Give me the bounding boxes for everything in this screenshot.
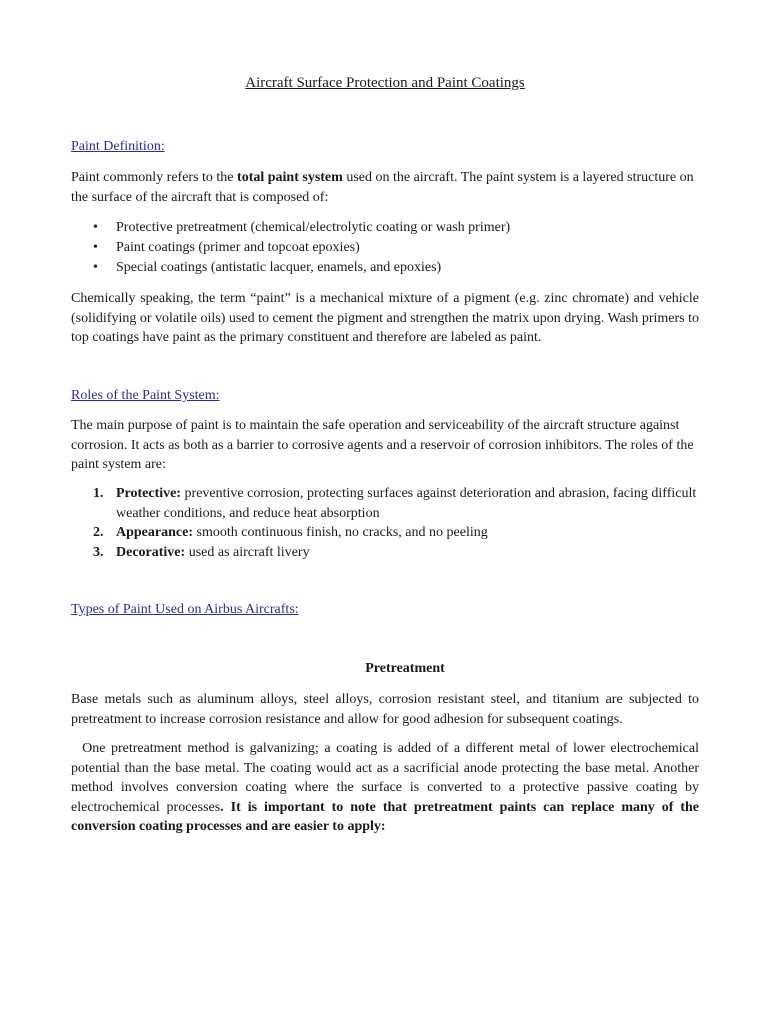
galvanizing-text: One pretreatment method is galvanizing; a coating is added of a different metal of lower electrochemical potential than the base metal. The coating would act as a sacrificial anode protecting the base metal. Another method involves conversion coating where the surface is converted to a protective passive coating by electrochemical processes: [71, 741, 703, 815]
galvanizing-note-bold: . It is important to note that pretreatment paints can replace many of the conversion coating processes and are easier to apply:: [71, 799, 700, 834]
roles-intro-paragraph: The main purpose of paint is to maintain the safe operation and serviceability of the aircraft structure against corrosion. It acts as both as a barrier to corrosive agents and a reservoir of corrosion inhibitors. The roles of the paint system are:: [71, 418, 694, 472]
section-heading-types: Types of Paint Used on Airbus Aircrafts:: [71, 602, 299, 617]
list-number: 1.: [93, 486, 104, 501]
section-heading-roles: Roles of the Paint System:: [71, 388, 220, 403]
list-item: [71, 543, 699, 563]
list-item-text: Special coatings (antistatic lacquer, enamels, and epoxies): [116, 260, 442, 275]
definition-intro-text: Paint commonly refers to the: [71, 170, 238, 185]
roles-list: [71, 484, 699, 562]
role-description: smooth continuous finish, no cracks, and no peeling: [193, 525, 488, 540]
bullet-icon: •: [93, 260, 98, 275]
role-description: used as aircraft livery: [185, 544, 310, 560]
list-item: [71, 484, 699, 523]
definition-intro-bold: total paint system: [237, 170, 343, 185]
bullet-icon: •: [93, 220, 98, 235]
list-item: [71, 523, 699, 543]
chemistry-paragraph: Chemically speaking, the term “paint” is a mechanical mixture of a pigment (e.g. zinc chromate) and vehicle (solidifying or volatile oils) used to cement the pigment and strengthen the matrix upon drying. Wash primers to top coatings have paint as the primary constituent and therefore are labeled as paint.: [71, 291, 699, 345]
list-number: 3.: [93, 544, 104, 560]
list-number: 2.: [93, 525, 104, 540]
subheading-pretreatment: Pretreatment: [365, 661, 445, 676]
list-item-text: Protective pretreatment (chemical/electrolytic coating or wash primer): [116, 220, 511, 235]
bullet-icon: •: [93, 240, 98, 255]
role-term: Decorative:: [116, 544, 186, 560]
definition-intro-text-continued: used on the aircraft. The paint system is a layered structure on the surface of the aircraft that is composed of:: [71, 170, 694, 205]
list-item: [71, 258, 699, 278]
list-item: [71, 238, 699, 258]
role-term: Appearance:: [116, 525, 193, 540]
definition-intro-paragraph: [71, 168, 699, 207]
section-heading-paint-definition: Paint Definition:: [71, 139, 165, 154]
list-item-text: Paint coatings (primer and topcoat epoxies): [116, 240, 360, 255]
pretreatment-paragraph: Base metals such as aluminum alloys, steel alloys, corrosion resistant steel, and titanium are subjected to pretreatment to increase corrosion resistance and allow for good adhesion for subsequent coatings.: [71, 692, 699, 727]
galvanizing-paragraph: [71, 739, 703, 837]
document-title: Aircraft Surface Protection and Paint Coatings: [245, 75, 525, 91]
paint-components-list: [71, 218, 699, 278]
role-description: preventive corrosion, protecting surfaces against deterioration and abrasion, facing difficult weather conditions, and reduce heat absorption: [116, 486, 697, 521]
role-term: Protective:: [116, 486, 182, 501]
list-item: [71, 218, 699, 238]
